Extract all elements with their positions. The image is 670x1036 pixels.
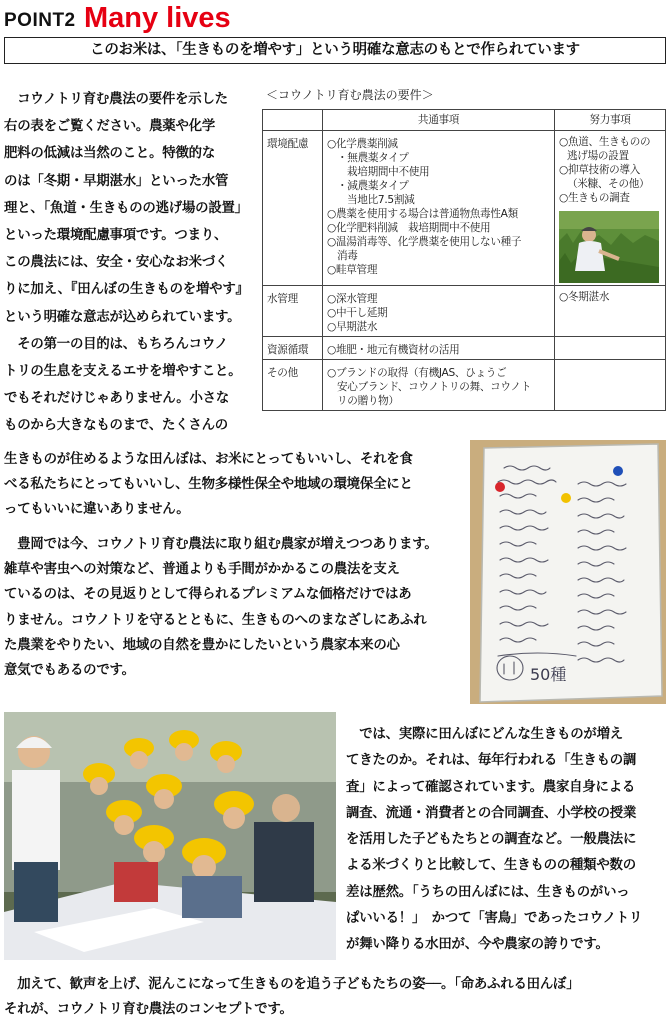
table-item: ○深水管理	[327, 293, 378, 305]
table-item: ・無農薬タイプ	[337, 152, 409, 164]
table-item: ○抑草技術の導入	[559, 164, 640, 176]
text-line: でもそれだけじゃありません。小さな	[4, 391, 230, 407]
row-effort-items	[555, 131, 666, 286]
text-line: りに加え、『田んぼの生きものを増やす』	[4, 282, 249, 298]
table-row	[263, 286, 666, 337]
text-line: それが、コウノトリ育む農法のコンセプトです。	[4, 1002, 293, 1017]
text-line: を活用した子どもたちとの調査など。一般農法に	[346, 832, 637, 848]
text-line: 生きものが住めるような田んぼは、お米にとってもいいし、それを食	[4, 452, 413, 467]
table-item: ○堆肥・地元有機資材の活用	[327, 344, 460, 356]
text-line: 差は歴然。「うちの田んぼには、生きものがいっ	[346, 884, 630, 900]
text-line: この農法には、安全・安心なお米づく	[4, 255, 229, 271]
requirements-table	[262, 109, 666, 411]
table-row	[263, 360, 666, 411]
table-item: ○ブランドの取得（有機JAS、ひょうご	[327, 367, 507, 379]
text-line: ぱいいる！」 かつて「害鳥」であったコウノトリ	[346, 911, 643, 927]
table-row	[263, 337, 666, 360]
table-row	[263, 131, 666, 286]
table-item: ○畦草管理	[327, 264, 378, 276]
whiteboard-creature-survey-list-photo	[470, 440, 666, 704]
subtitle-box: このお米は、「生きものを増やす」という明確な意志のもとで作られています	[4, 37, 666, 64]
row-common-items	[323, 131, 555, 286]
text-line: 調査、流通・消費者との合同調査、小学校の授業	[346, 805, 637, 821]
farmer-in-rice-field-photo	[559, 211, 659, 283]
text-line: のは「冬期・早期湛水」といった水管	[4, 173, 229, 189]
row-effort-items	[555, 360, 666, 411]
text-line: 加えて、歓声を上げ、泥んこになって生きものを追う子どもたちの姿──。「命あふれる田んぼ」	[4, 977, 580, 992]
text-line: 意気でもあるのです。	[4, 663, 135, 679]
text-line: では、実際に田んぼにどんな生きものが増え	[346, 727, 624, 742]
table-item: ○冬期湛水	[559, 291, 610, 303]
text-line: 査」によって確認されています。農家自身による	[346, 779, 636, 795]
text-line: た農業をやりたい、地域の自然を豊かにしたいという農家本来の心	[4, 637, 400, 653]
table-item: ○中干し延期	[327, 307, 388, 319]
row-effort-items	[555, 337, 666, 360]
text-line: といった環境配慮事項です。つまり、	[4, 228, 228, 244]
header-cell-empty	[263, 110, 323, 131]
table-item: ○魚道、生きものの	[559, 136, 651, 148]
table-item: 消毒	[337, 250, 358, 262]
children-in-yellow-hats-survey-photo	[4, 712, 336, 960]
table-item: ○化学農薬削減	[327, 138, 398, 150]
text-line: 豊岡では今、コウノトリ育む農法に取り組む農家が増えつつあります。	[4, 537, 438, 552]
body-paragraph-3	[4, 532, 466, 683]
body-paragraph-4	[346, 722, 666, 959]
row-common-items	[323, 360, 555, 411]
text-line: ものから大きなものまで、たくさんの	[4, 418, 228, 434]
text-line: 右の表をご覧ください。農薬や化学	[4, 119, 216, 135]
table-item: リの贈り物）	[337, 395, 399, 407]
table-item: ○農薬を使用する場合は普通物魚毒性A類	[327, 208, 518, 220]
table-item: ○生きもの調査	[559, 192, 630, 204]
text-line: 理と、「魚道・生きものの逃げ場の設置」	[4, 200, 248, 216]
table-item: ・減農薬タイプ	[337, 180, 409, 192]
row-category: 水管理	[263, 286, 323, 337]
row-effort-items	[555, 286, 666, 337]
intro-paragraph	[4, 86, 254, 440]
point-label: POINT2	[4, 10, 76, 31]
text-line: が舞い降りる水田が、今や農家の誇りです。	[346, 937, 609, 953]
table-item: ○化学肥料削減 栽培期間中不使用	[327, 222, 491, 234]
table-item: 逃げ場の設置	[567, 150, 629, 162]
text-line: りません。コウノトリを守るとともに、生きものへのまなざしにあふれ	[4, 612, 427, 628]
table-item: 栽培期間中不使用	[347, 166, 430, 178]
text-line: その第一の目的は、もちろんコウノ	[4, 336, 228, 352]
page-title: Many lives	[84, 2, 231, 34]
header-cell-effort: 努力事項	[555, 110, 666, 131]
text-line: コウノトリ育む農法の要件を示した	[4, 92, 228, 107]
text-line: よる米づくりと比較して、生きものの種類や数の	[346, 858, 636, 874]
text-line: という明確な意志が込められています。	[4, 309, 241, 325]
row-category: その他	[263, 360, 323, 411]
text-line: ているのは、その見返りとして得られるプレミアムな価格だけではあ	[4, 587, 412, 603]
text-line: べる私たちにとってもいいし、生物多様性保全や地域の環境保全にと	[4, 477, 413, 493]
header-cell-common: 共通事項	[323, 110, 555, 131]
row-category: 資源循環	[263, 337, 323, 360]
table-item: 安心ブランド、コウノトリの舞、コウノト	[337, 381, 531, 393]
table-caption: ＜コウノトリ育む農法の要件＞	[266, 88, 434, 102]
table-item: 当地比7.5割減	[347, 194, 415, 206]
row-category: 環境配慮	[263, 131, 323, 286]
text-line: ってもいいに違いありません。	[4, 502, 190, 518]
table-item: （米糠、その他）	[567, 178, 650, 190]
table-item: ○温湯消毒等、化学農薬を使用しない種子	[327, 236, 522, 248]
text-line: 雑草や害虫への対策など、普通よりも手間がかかるこの農法を支え	[4, 562, 400, 578]
body-paragraph-2	[4, 447, 466, 523]
board-count-text: 50種	[530, 665, 567, 684]
closing-paragraph	[4, 972, 666, 1022]
text-line: てきたのか。それは、毎年行われる「生きもの調	[346, 753, 637, 769]
table-item: ○早期湛水	[327, 321, 378, 333]
row-common-items	[323, 337, 555, 360]
text-line: 肥料の低減は当然のこと。特徴的な	[4, 146, 216, 162]
text-line: トリの生息を支えるエサを増やすこと。	[4, 364, 242, 380]
row-common-items	[323, 286, 555, 337]
table-header-row	[263, 110, 666, 131]
